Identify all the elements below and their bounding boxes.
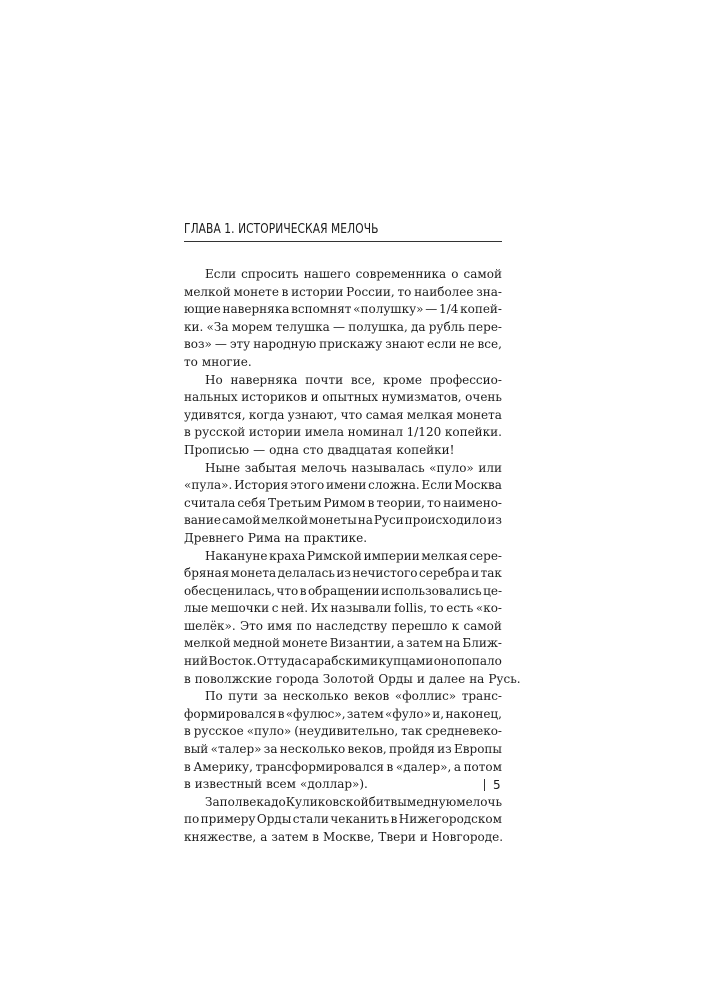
- paragraph: [184, 688, 502, 794]
- header-rule: [184, 241, 502, 242]
- text-line: удивятся, когда узнают, что самая мелкая монета: [184, 407, 502, 422]
- text-line: Накануне краха Римской империи мелкая сере-: [205, 548, 502, 563]
- text-line: по примеру Орды стали чеканить в Нижегородском: [184, 812, 502, 827]
- text-line: вание самой мелкой монеты на Руси происходило из: [184, 513, 502, 528]
- text-line: в русской истории имела номинал 1/120 копейки.: [184, 425, 502, 440]
- text-line: в Америку, трансформировался в «далер», а потом: [184, 759, 502, 774]
- text-line: княжестве, а затем в Москве, Твери и Новгороде.: [184, 830, 504, 844]
- text-line: лые мешочки с ней. Их называли follis, то есть «ко-: [184, 601, 502, 616]
- page-number: 5: [493, 778, 501, 792]
- text-line: За полвека до Куликовской битвы медную мелочь: [205, 794, 502, 809]
- text-line: обесценилась, что в обращении использовались це-: [184, 583, 502, 598]
- text-line: шелёк». Это имя по наследству перешло к самой: [184, 618, 502, 633]
- text-line: Если спросить нашего современника о самой: [205, 267, 502, 281]
- text-line: считала себя Третьим Римом в теории, то наимено-: [184, 495, 502, 510]
- text-line: в поволжские города Золотой Орды и далее на Русь.: [184, 671, 521, 686]
- body-text: [184, 266, 521, 847]
- text-line: По пути за несколько веков «фоллис» транс-: [205, 689, 502, 704]
- text-line: то многие.: [184, 354, 252, 369]
- chapter-title: ГЛАВА 1. ИСТОРИЧЕСКАЯ МЕЛОЧЬ: [184, 222, 379, 237]
- text-line: формировался в «фулюс», затем «фуло» и, наконец,: [184, 706, 502, 721]
- text-line: мелкой монете в истории России, то наиболее зна-: [184, 284, 502, 299]
- text-line: Прописью — одна сто двадцатая копейки!: [184, 442, 455, 457]
- text-line: ний Восток. Оттуда с арабскими купцами оно попало: [184, 654, 502, 669]
- text-line: вый «талер» за несколько веков, пройдя из Европы: [184, 742, 502, 757]
- paragraph: [184, 266, 502, 372]
- text-line: в известный всем «доллар»).: [184, 777, 368, 792]
- text-line: Но наверняка почти все, кроме профессио-: [205, 372, 502, 387]
- text-line: бряная монета делалась из нечистого серебра и так: [184, 566, 502, 581]
- page-folio: [484, 777, 501, 793]
- text-line: воз» — эту народную прискажу знают если не все,: [184, 337, 502, 352]
- paragraph: [184, 372, 502, 460]
- text-line: в русское «пуло» (неудивительно, так средневеко-: [184, 724, 502, 739]
- paragraph: [184, 460, 502, 548]
- folio-divider: [484, 779, 485, 791]
- text-line: Ныне забытая мелочь называлась «пуло» или: [205, 460, 502, 475]
- paragraph: [184, 794, 502, 847]
- text-line: нальных историков и опытных нумизматов, очень: [184, 390, 502, 405]
- text-line: мелкой медной монете Византии, а затем на Ближ-: [184, 636, 502, 651]
- text-line: ки. «За морем телушка — полушка, да рубль пере-: [184, 319, 502, 334]
- running-header: [184, 222, 502, 242]
- text-line: Древнего Рима на практике.: [184, 530, 368, 545]
- text-line: «пула». История этого имени сложна. Если Москва: [184, 478, 502, 493]
- text-line: ющие наверняка вспомнят «полушку» — 1/4 копей-: [184, 302, 502, 317]
- paragraph: [184, 548, 521, 689]
